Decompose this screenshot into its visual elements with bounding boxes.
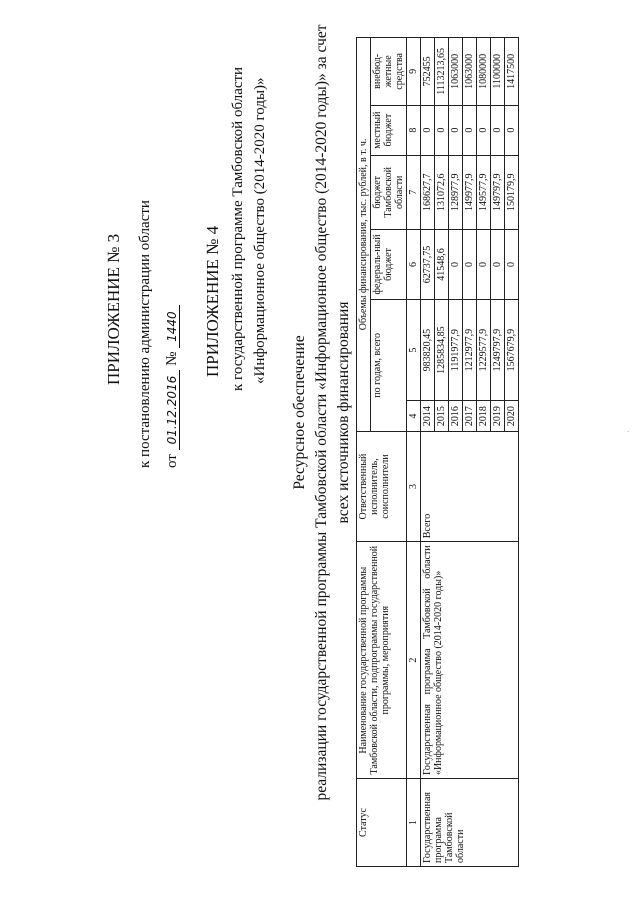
total-cell: 1567679,9 <box>505 299 519 400</box>
federal-cell: 41548,6 <box>435 230 449 300</box>
col-total-header: по годам, всего <box>371 299 407 431</box>
regional-cell: 149577,9 <box>477 155 491 229</box>
doc-title-line2: реализации государственной программы Тамбовской области «Информационное общество (2014-2020 годы)» за счет <box>313 24 330 801</box>
index-cell: 9 <box>407 38 421 106</box>
index-cell: 1 <box>407 779 421 867</box>
appendix-4-line1: к государственной программе Тамбовской области <box>230 66 246 391</box>
year-cell: 2020 <box>505 401 519 431</box>
table-index-row <box>407 38 421 867</box>
index-cell: 4 <box>407 401 421 431</box>
table-row <box>421 38 435 867</box>
col-extra-header: внебюд-жетные средства <box>371 38 407 106</box>
resource-table <box>356 37 519 867</box>
regional-cell: 131072,6 <box>435 155 449 229</box>
extra-cell: 1113213,65 <box>435 38 449 106</box>
table-header-row <box>357 38 371 867</box>
local-cell: 0 <box>463 105 477 155</box>
appendix-3-date-line <box>164 305 181 468</box>
year-cell: 2014 <box>421 401 435 431</box>
appendix-4-title: ПРИЛОЖЕНИЕ № 4 <box>203 225 222 377</box>
federal-cell: 0 <box>505 230 519 300</box>
extra-cell: 752455 <box>421 38 435 106</box>
program-name-cell: Государственная программа Тамбовской области «Информационное общество (2014-2020 годы)» <box>421 542 519 779</box>
total-cell: 1249797,9 <box>491 299 505 400</box>
total-cell: 1212977,9 <box>463 299 477 400</box>
appendix-3-line: к постановлению администрации области <box>137 200 153 468</box>
year-cell: 2017 <box>463 401 477 431</box>
number-value: 1440 <box>165 305 180 348</box>
status-cell: Государственная программа Тамбовской области <box>421 779 519 867</box>
regional-cell: 150179,9 <box>505 155 519 229</box>
local-cell: 0 <box>491 105 505 155</box>
federal-cell: 62737,75 <box>421 230 435 300</box>
federal-cell: 0 <box>477 230 491 300</box>
doc-title-line3: всех источников финансирования <box>335 301 352 524</box>
doc-title-line1: Ресурсное обеспечение <box>291 335 308 490</box>
total-cell: 1229577,9 <box>477 299 491 400</box>
col-regional-header: бюджет Тамбовской области <box>371 155 407 229</box>
regional-cell: 168627,7 <box>421 155 435 229</box>
federal-cell: 0 <box>463 230 477 300</box>
scan-speck: · <box>627 428 630 436</box>
extra-cell: 1063000 <box>449 38 463 106</box>
date-value: 01.12.2016 <box>165 370 180 451</box>
extra-cell: 1417500 <box>505 38 519 106</box>
year-cell: 2015 <box>435 401 449 431</box>
federal-cell: 0 <box>449 230 463 300</box>
index-cell: 7 <box>407 155 421 229</box>
index-cell: 2 <box>407 542 421 779</box>
executor-cell: Всего <box>421 431 519 541</box>
date-prefix: от <box>164 454 180 468</box>
number-label: № <box>164 351 180 366</box>
index-cell: 8 <box>407 105 421 155</box>
extra-cell: 1080000 <box>477 38 491 106</box>
index-cell: 3 <box>407 431 421 541</box>
appendix-4-line2: «Информационное общество (2014-2020 годы)» <box>252 77 268 384</box>
index-cell: 6 <box>407 230 421 300</box>
local-cell: 0 <box>435 105 449 155</box>
regional-cell: 149977,9 <box>463 155 477 229</box>
index-cell: 5 <box>407 299 421 400</box>
local-cell: 0 <box>505 105 519 155</box>
year-cell: 2018 <box>477 401 491 431</box>
federal-cell: 0 <box>491 230 505 300</box>
local-cell: 0 <box>449 105 463 155</box>
appendix-3-title: ПРИЛОЖЕНИЕ № 3 <box>104 233 123 385</box>
regional-cell: 149797,9 <box>491 155 505 229</box>
total-cell: 1191977,9 <box>449 299 463 400</box>
col-status-header: Статус <box>357 779 407 867</box>
col-federal-header: федераль-ный бюджет <box>371 230 407 300</box>
regional-cell: 128977,9 <box>449 155 463 229</box>
total-cell: 1285834,85 <box>435 299 449 400</box>
col-volumes-header: Объемы финансирования, тыс. рублей, в т. ч. <box>357 38 371 432</box>
col-executor-header: Ответственный исполнитель, соисполнители <box>357 431 407 541</box>
col-local-header: местный бюджет <box>371 105 407 155</box>
col-name-header: Наименование государственной программы Тамбовской области, подпрограммы государственной программы, мероприятия <box>357 542 407 779</box>
total-cell: 983820,45 <box>421 299 435 400</box>
year-cell: 2016 <box>449 401 463 431</box>
local-cell: 0 <box>421 105 435 155</box>
extra-cell: 1063000 <box>463 38 477 106</box>
local-cell: 0 <box>477 105 491 155</box>
extra-cell: 1100000 <box>491 38 505 106</box>
year-cell: 2019 <box>491 401 505 431</box>
